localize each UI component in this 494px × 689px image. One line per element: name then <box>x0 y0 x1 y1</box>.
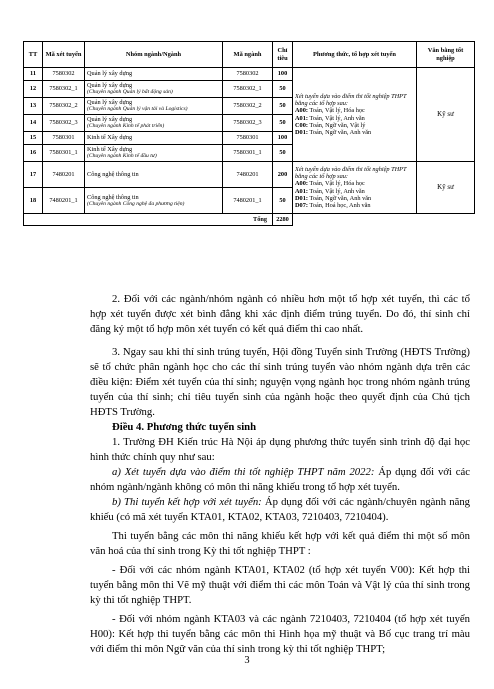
col-header: Văn bằng tốt nghiệp <box>417 42 475 68</box>
degree-cell-group2: Kỹ sư <box>417 162 475 214</box>
row-major-code: 7580301_1 <box>223 145 273 162</box>
row-name: Kinh tế Xây dựng (Chuyên ngành Kinh tế đầu tư) <box>85 145 223 162</box>
row-tt: 18 <box>24 188 43 214</box>
method-line: A00: Toán, Vật lý, Hóa học <box>295 107 365 115</box>
row-code: 7580301_1 <box>43 145 85 162</box>
row-name: Quản lý xây dựng (Chuyên ngành Kinh tế phát triển) <box>85 115 223 132</box>
method-line: D01: Toán, Ngữ văn, Anh văn <box>295 194 372 202</box>
row-name: Công nghệ thông tin <box>85 162 223 188</box>
row-quota: 100 <box>273 132 293 145</box>
col-header: Phương thức, tổ hợp xét tuyển <box>293 42 417 68</box>
row-quota: 50 <box>273 145 293 162</box>
row-quota: 200 <box>273 162 293 188</box>
table-row <box>24 68 475 81</box>
row-code: 7580302 <box>43 68 85 81</box>
col-header: Chỉ tiêu <box>273 42 293 68</box>
paragraph-4-b: b) Thi tuyển kết hợp với xét tuyển: Áp dụng đối với các ngành/chuyên ngành năng khiếu (có mã xét tuyển KTA01, KTA02, KTA03, 7210403, 7210404). <box>90 496 471 523</box>
paragraph-4-d: - Đối với các nhóm ngành KTA01, KTA02 (tổ hợp xét tuyển V00): Kết hợp thi tuyển bằng môn thi Vẽ mỹ thuật với điểm thi các môn Toán và Vật lý của thí sinh trong kỳ thi tốt nghiệp THPT. <box>90 564 470 606</box>
method-line: A01: Toán, Vật lý, Anh văn <box>295 114 365 122</box>
col-header: TT <box>24 42 43 68</box>
col-header: Mã ngành <box>223 42 273 68</box>
row-major-code: 7480201_1 <box>223 188 273 214</box>
row-code: 7580302_2 <box>43 98 85 115</box>
col-header: Mã xét tuyển <box>43 42 85 68</box>
method-line: D07: Toán, Hoá học, Anh văn <box>295 201 371 209</box>
row-major-code: 7580301 <box>223 132 273 145</box>
paragraph-4-a: a) Xét tuyển dựa vào điểm thi tốt nghiệp THPT năm 2022: Áp dụng đối với các nhóm ngành/ngành không có môn thi năng khiếu trong tổ hợp xét tuyển. <box>90 466 470 493</box>
row-major-code: 7580302_3 <box>223 115 273 132</box>
total-row <box>24 214 475 226</box>
degree-cell-group1: Kỹ sư <box>417 68 475 162</box>
row-major-code: 7580302_2 <box>223 98 273 115</box>
method-line: A00: Toán, Vật lý, Hóa học <box>295 180 365 188</box>
row-tt: 16 <box>24 145 43 162</box>
paragraph-2: 2. Đối với các ngành/nhóm ngành có nhiều hơn một tổ hợp xét tuyển, thì các tổ hợp xét tuyển được xét bình đẳng khi xác định điểm trúng tuyển. Do đó, thí sinh chỉ đăng ký một tổ hợp môn xét tuyển có kết quả điểm thi cao nhất. <box>90 293 470 335</box>
row-tt: 12 <box>24 81 43 98</box>
row-code: 7580301 <box>43 132 85 145</box>
row-name: Quản lý xây dựng (Chuyên ngành Quản lý bất động sản) <box>85 81 223 98</box>
paragraph-3: 3. Ngay sau khi thí sinh trúng tuyển, Hội đồng Tuyển sinh Trường (HĐTS Trường) sẽ tổ chức phân ngành học cho các thí sinh trúng tuyển vào nhóm ngành dựa trên các điều kiện: Điểm xét tuyển của thí sinh; nguyện vọng ngành học trong nhóm ngành trúng tuyển của thí sinh; chỉ tiêu tuyển sinh của ngành hoặc theo quyết định của Chủ tịch HĐTS Trường. <box>90 346 470 418</box>
col-header: Nhóm ngành/Ngành <box>85 42 223 68</box>
row-name: Quản lý xây dựng <box>85 68 223 81</box>
paragraph-4-1: 1. Trường ĐH Kiến trúc Hà Nội áp dụng phương thức tuyển sinh trình độ đại học hình thức chính quy như sau: <box>90 436 470 463</box>
row-tt: 13 <box>24 98 43 115</box>
row-tt: 17 <box>24 162 43 188</box>
table-row <box>24 162 475 188</box>
body-text <box>90 292 470 657</box>
row-quota: 50 <box>273 188 293 214</box>
table-header-row <box>24 42 475 68</box>
method-line: D01: Toán, Ngữ văn, Anh văn <box>295 128 372 136</box>
method-cell-group2: Xét tuyển dựa vào điểm thi tốt nghiệp THPT bằng các tổ hợp sau: A00: Toán, Vật lý, Hóa học A01: Toán, Vật lý, Anh văn D01: Toán, Ngữ văn, Anh văn D07: Toán, Hoá học, Anh văn <box>293 162 417 214</box>
article-4-heading: Điều 4. Phương thức tuyển sinh <box>112 421 257 433</box>
method-line: A01: Toán, Vật lý, Anh văn <box>295 187 365 195</box>
row-code: 7480201 <box>43 162 85 188</box>
row-major-code: 7580302_1 <box>223 81 273 98</box>
row-code: 7580302_3 <box>43 115 85 132</box>
total-label: Tổng <box>24 214 273 226</box>
admission-table <box>23 41 475 226</box>
row-name: Quản lý xây dựng (Chuyên ngành Quản lý vận tải và Logistics) <box>85 98 223 115</box>
row-name: Công nghệ thông tin (Chuyên ngành Công nghệ đa phương tiện) <box>85 188 223 214</box>
method-line: C00: Toán, Ngữ văn, Vật lý <box>295 121 366 129</box>
row-quota: 50 <box>273 81 293 98</box>
paragraph-4-c: Thi tuyển bằng các môn thi năng khiếu kết hợp với kết quả điểm thi một số môn văn hoá của thí sinh trong Kỳ thi tốt nghiệp THPT : <box>90 530 470 557</box>
row-tt: 15 <box>24 132 43 145</box>
row-code: 7480201_1 <box>43 188 85 214</box>
total-value: 2280 <box>273 214 293 226</box>
row-code: 7580302_1 <box>43 81 85 98</box>
row-quota: 50 <box>273 115 293 132</box>
row-name: Kinh tế Xây dựng <box>85 132 223 145</box>
row-major-code: 7480201 <box>223 162 273 188</box>
row-quota: 50 <box>273 98 293 115</box>
page-number: 3 <box>244 655 250 666</box>
method-cell-group1: Xét tuyển dựa vào điểm thi tốt nghiệp THPT bằng các tổ hợp sau: A00: Toán, Vật lý, Hóa học A01: Toán, Vật lý, Anh văn C00: Toán, Ngữ văn, Vật lý D01: Toán, Ngữ văn, Anh văn <box>293 68 417 162</box>
row-quota: 100 <box>273 68 293 81</box>
row-tt: 11 <box>24 68 43 81</box>
paragraph-4-e: - Đối với nhóm ngành KTA03 và các ngành 7210403, 7210404 (tổ hợp xét tuyển H00): Kết hợp thi tuyển bằng các môn thi Hình họa mỹ thuật và Bố cục trang trí màu với điểm thi môn Ngữ văn của thí sinh trong kỳ thi tốt nghiệp THPT; <box>90 613 470 655</box>
row-tt: 14 <box>24 115 43 132</box>
row-major-code: 7580302 <box>223 68 273 81</box>
